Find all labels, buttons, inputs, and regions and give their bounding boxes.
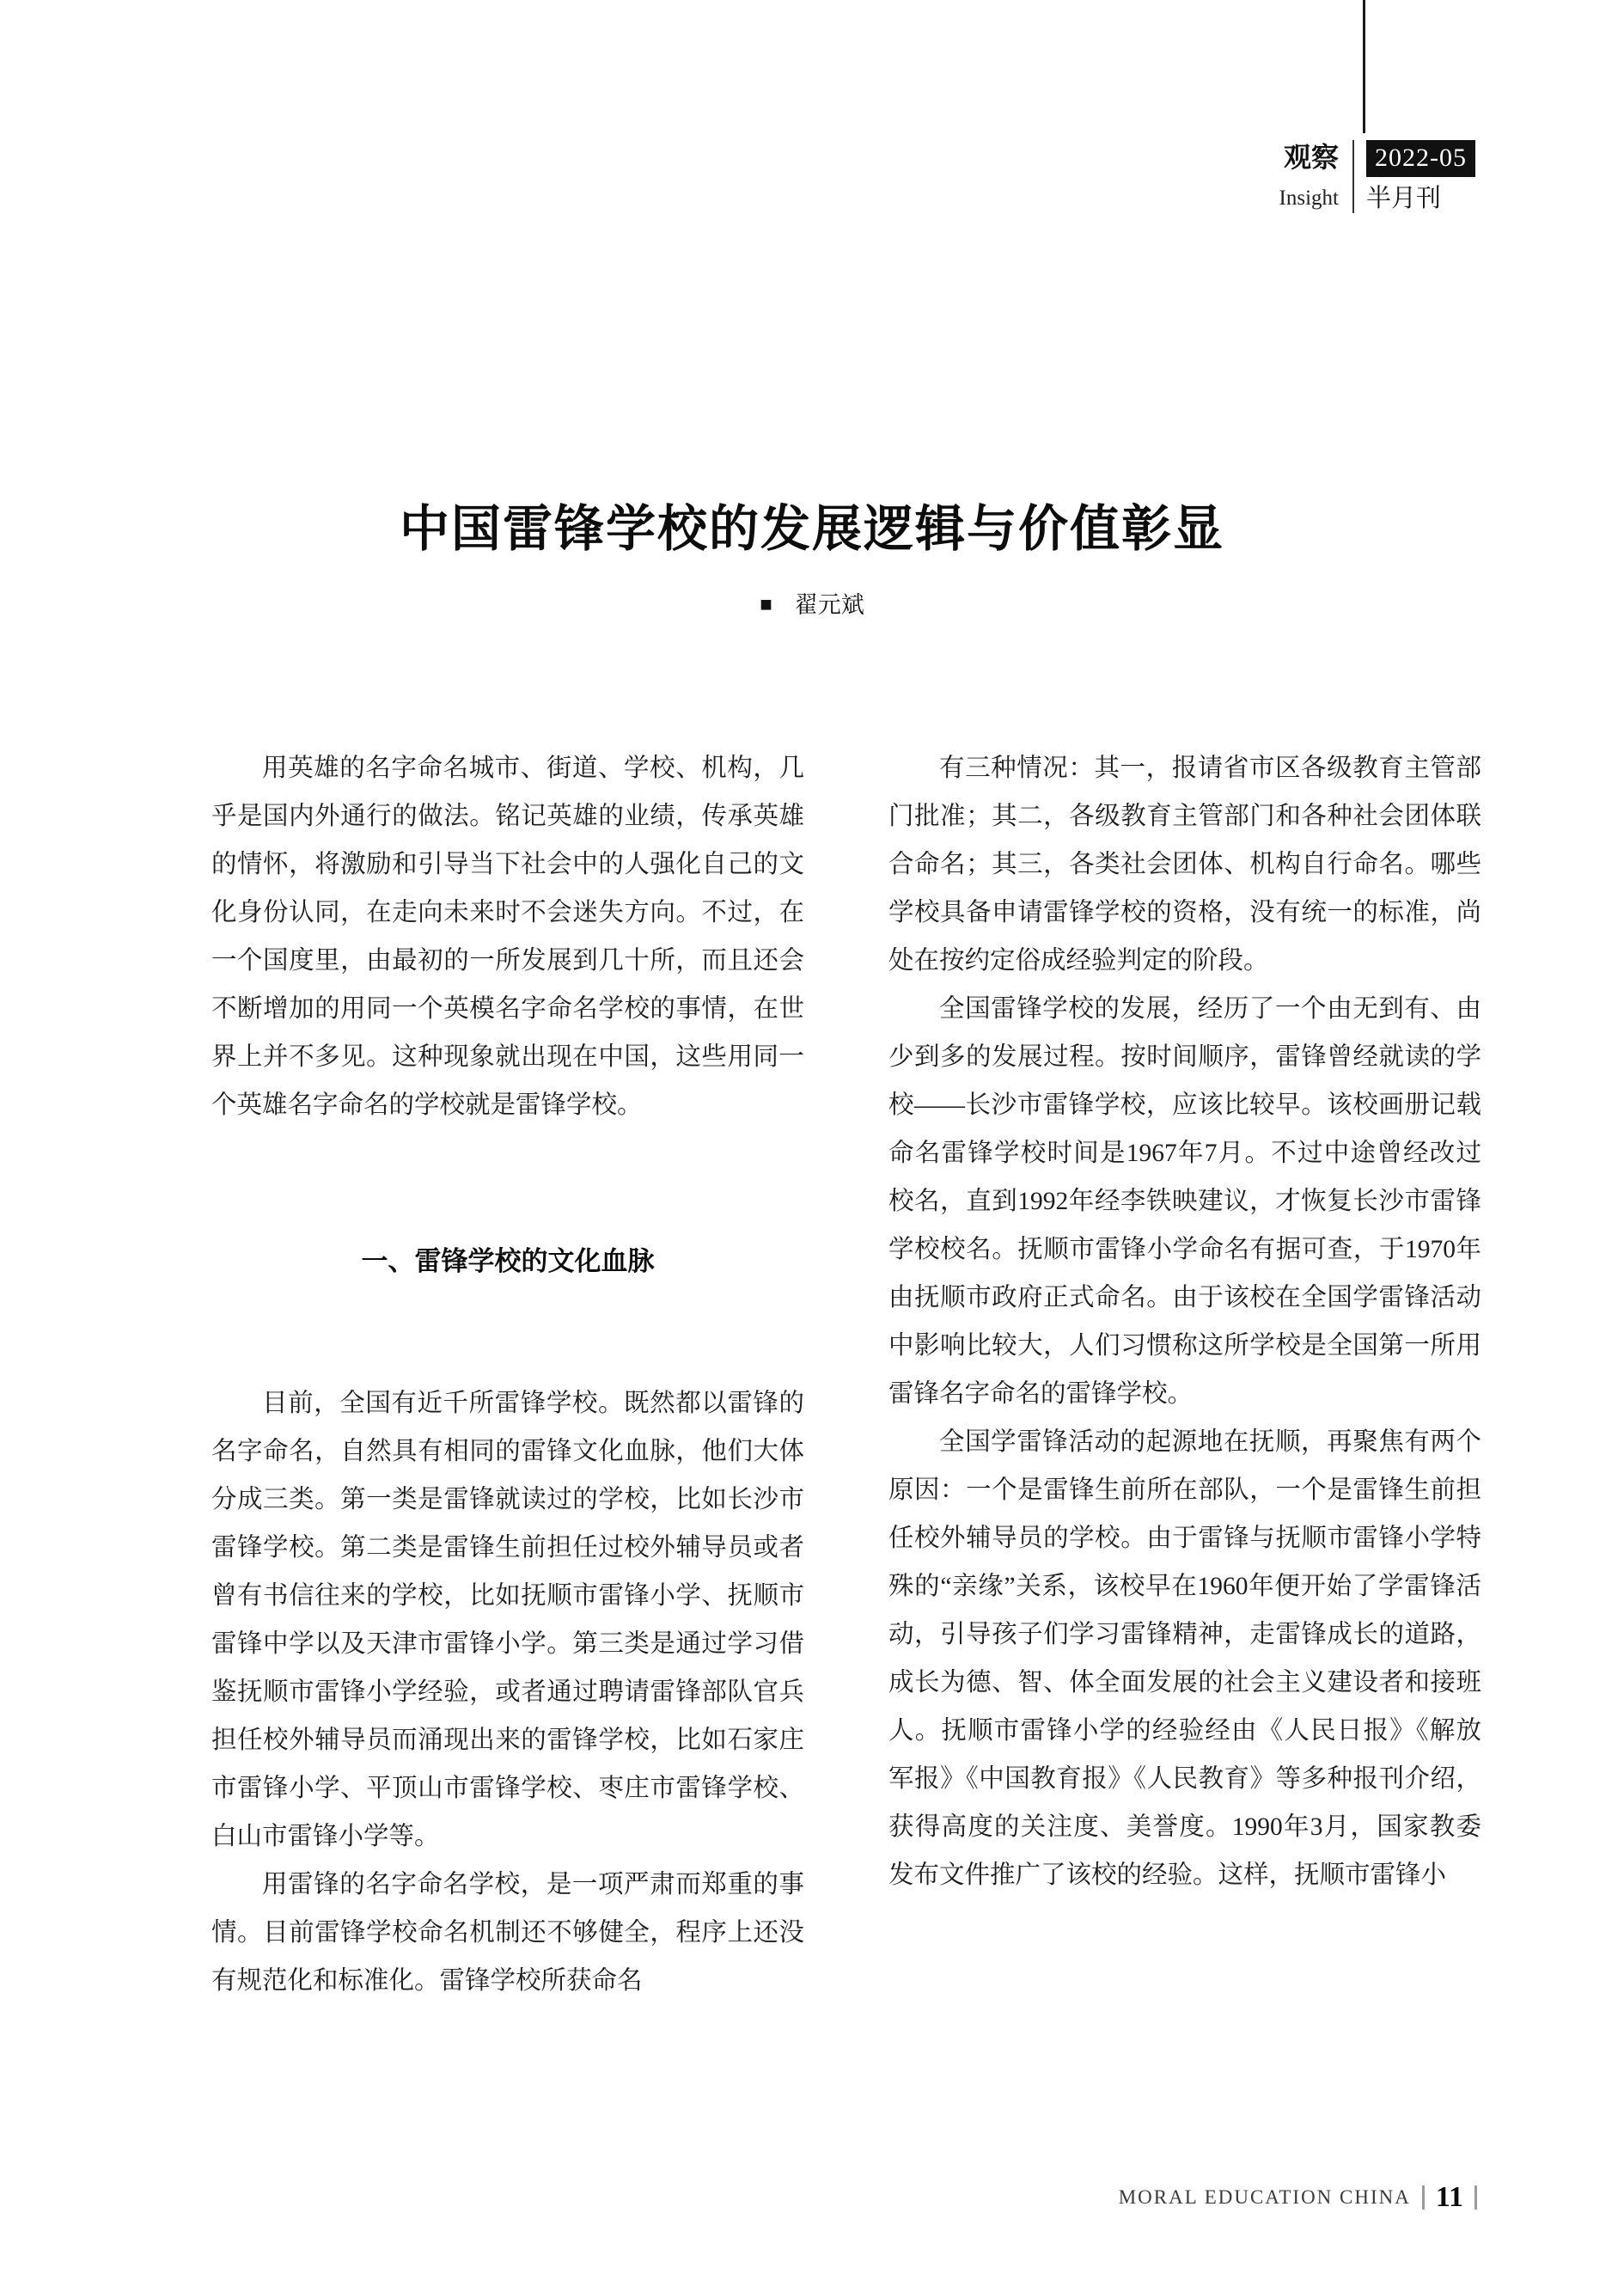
journal-header-right [1354,140,1475,213]
paragraph: 有三种情况：其一，报请省市区各级教育主管部门批准；其二，各级教育主管部门和各种社会团体联合命名；其三，各类社会团体、机构自行命名。哪些学校具备申请雷锋学校的资格，没有统一的标准，尚处在按约定俗成经验判定的阶段。 [888,755,1481,975]
journal-name-en: Insight [1279,186,1339,210]
page-number: 11 [1435,2181,1463,2213]
paragraph: 用雷锋的名字命名学校，是一项严肃而郑重的事情。目前雷锋学校命名机制还不够健全，程序上还没有规范化和标准化。雷锋学校所获命名 [211,1871,804,1995]
footer-divider-bar [1422,2185,1425,2210]
footer-divider-bar [1474,2185,1477,2210]
paragraph: 用英雄的名字命名城市、街道、学校、机构，几乎是国内外通行的做法。铭记英雄的业绩，传承英雄的情怀，将激励和引导当下社会中的人强化自己的文化身份认同，在走向未来时不会迷失方向。不过，在一个国度里，由最初的一所发展到几十所，而且还会不断增加的用同一个英模名字命名学校的事情，在世界上并不多见。这种现象就出现在中国，这些用同一个英雄名字命名的学校就是雷锋学校。 [211,755,804,1119]
author-line [0,586,1624,620]
paragraph: 全国雷锋学校的发展，经历了一个由无到有、由少到多的发展过程。按时间顺序，雷锋曾经就读的学校——长沙市雷锋学校，应该比较早。该校画册记载命名雷锋学校时间是1967年7月。不过中途曾经改过校名，直到1992年经李铁映建议，才恢复长沙市雷锋学校校名。抚顺市雷锋小学命名有据可查，于1970年由抚顺市政府正式命名。由于该校在全国学雷锋活动中影响比较大，人们习惯称这所学校是全国第一所用雷锋名字命名的雷锋学校。 [888,995,1481,1408]
journal-header [1279,140,1475,213]
footer-journal-name: MORAL EDUCATION CHINA [1118,2186,1411,2208]
body-column-right [888,744,1481,1899]
page-footer [1119,2181,1488,2214]
section-heading: 一、雷锋学校的文化血脉 [361,1246,655,1276]
journal-name-cn: 观察 [1283,142,1339,173]
author-marker-icon: ■ [760,594,772,616]
journal-header-left [1279,140,1354,213]
paragraph: 全国学雷锋活动的起源地在抚顺，再聚焦有两个原因：一个是雷锋生前所在部队，一个是雷锋生前担任校外辅导员的学校。由于雷锋与抚顺市雷锋小学特殊的“亲缘”关系，该校早在1960年便开始了学雷锋活动，引导孩子们学习雷锋精神，走雷锋成长的道路，成长为德、智、体全面发展的社会主义建设者和接班人。抚顺市雷锋小学的经验经由《人民日报》《解放军报》《中国教育报》《人民教育》等多种报刊介绍，获得高度的关注度、美誉度。1990年3月，国家教委发布文件推广了该校的经验。这样，抚顺市雷锋小 [888,1428,1481,1889]
issue-badge: 2022-05 [1366,140,1475,177]
body-column-left [211,744,804,2005]
author-name: 翟元斌 [794,592,864,618]
frequency-label: 半月刊 [1366,185,1442,212]
article-title: 中国雷锋学校的发展逻辑与价值彰显 [399,501,1224,557]
paragraph: 目前，全国有近千所雷锋学校。既然都以雷锋的名字命名，自然具有相同的雷锋文化血脉，他们大体分成三类。第一类是雷锋就读过的学校，比如长沙市雷锋学校。第二类是雷锋生前担任过校外辅导员或者曾有书信往来的学校，比如抚顺市雷锋小学、抚顺市雷锋中学以及天津市雷锋小学。第三类是通过学习借鉴抚顺市雷锋小学经验，或者通过聘请雷锋部队官兵担任校外辅导员而涌现出来的雷锋学校，比如石家庄市雷锋小学、平顶山市雷锋学校、枣庄市雷锋学校、白山市雷锋小学等。 [211,1390,804,1850]
top-crop-rule [1363,0,1365,133]
